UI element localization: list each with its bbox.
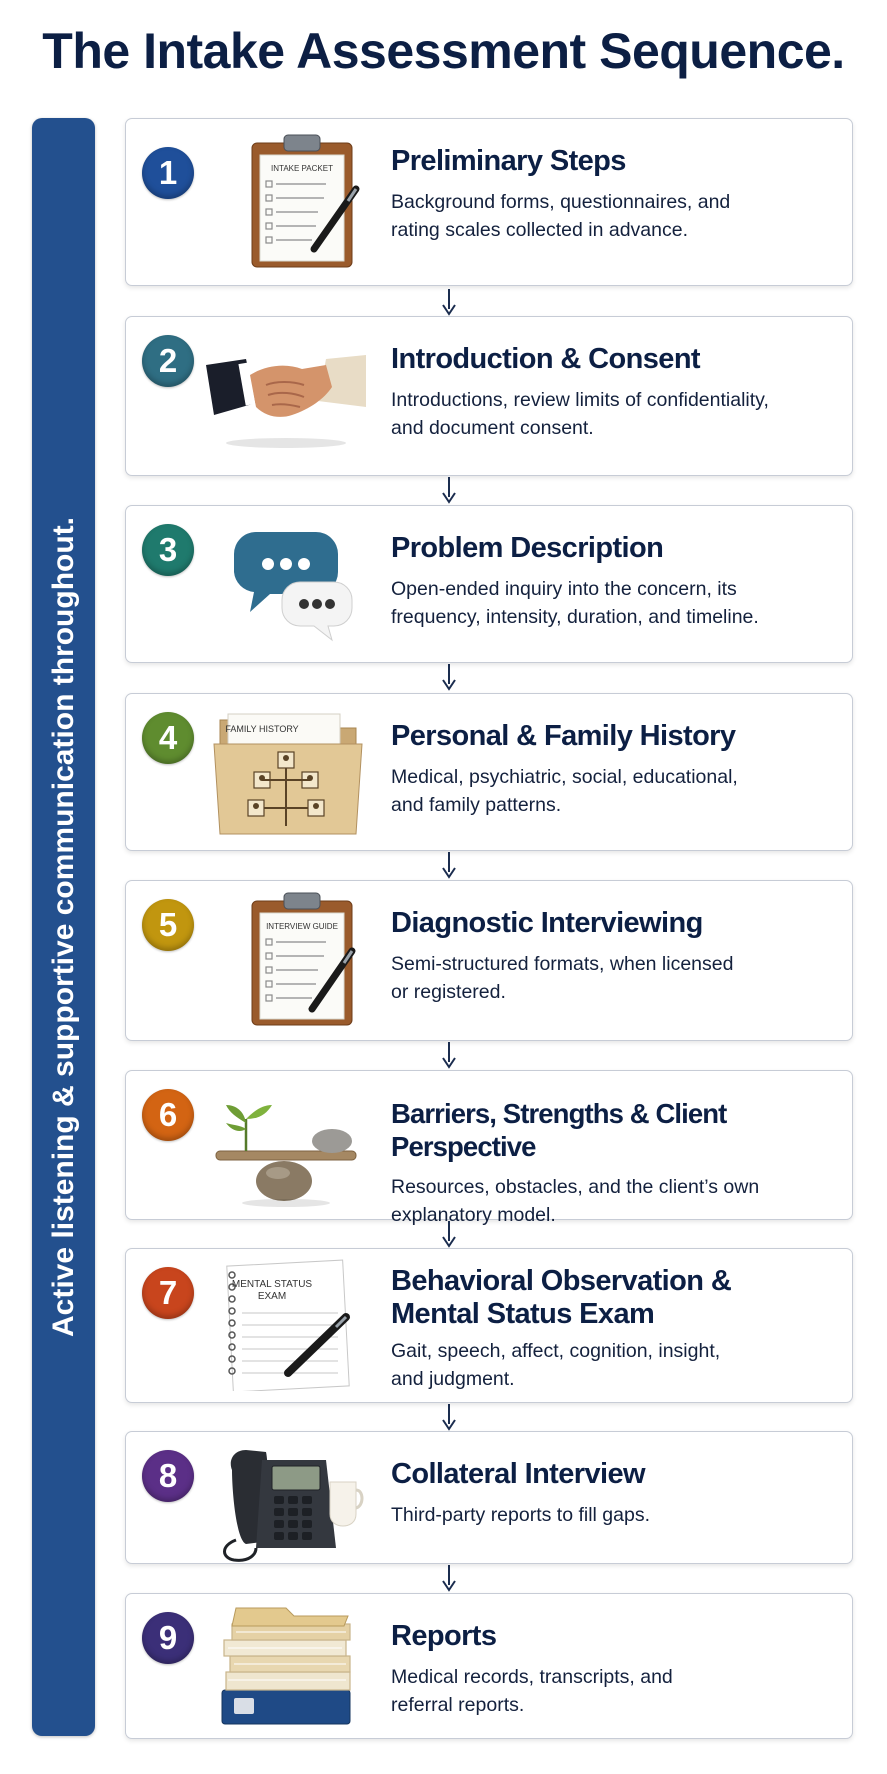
step-number-badge: 4: [142, 712, 194, 764]
flow-arrow: [442, 664, 456, 691]
step-card-5: [125, 880, 853, 1041]
notebook-label: MENTAL STATUS: [231, 1279, 313, 1290]
step-title-line: Behavioral Observation &: [391, 1265, 732, 1297]
flow-arrow: [442, 1042, 456, 1069]
step-text: [391, 1620, 840, 1719]
step-description-line: Third-party reports to fill gaps.: [391, 1504, 651, 1526]
step-description: [391, 763, 840, 819]
step-description-line: Gait, speech, affect, cognition, insight,: [391, 1340, 721, 1362]
flow-arrow: [442, 1404, 456, 1431]
step-description-line: and judgment.: [391, 1368, 515, 1390]
step-text: [391, 720, 840, 819]
desk-phone-icon: [206, 1430, 366, 1570]
step-description-line: frequency, intensity, duration, and timeline.: [391, 606, 759, 628]
clipboard-label: INTAKE PACKET: [271, 164, 333, 173]
side-banner-text: Active listening & supportive communication throughout.: [46, 516, 80, 1338]
flow-arrow: [442, 289, 456, 316]
step-description: [391, 188, 840, 244]
page-title: The Intake Assessment Sequence.: [42, 23, 845, 79]
step-description-line: rating scales collected in advance.: [391, 219, 689, 241]
step-description-line: explanatory model.: [391, 1204, 556, 1226]
flow-arrow: [442, 852, 456, 879]
step-card-7: [125, 1248, 853, 1403]
step-number-badge: 7: [142, 1267, 194, 1319]
folder-label: FAMILY HISTORY: [225, 724, 299, 734]
step-card-6: [125, 1070, 853, 1226]
step-description: [391, 386, 840, 442]
step-description-line: referral reports.: [391, 1694, 525, 1716]
step-title: Reports: [391, 1620, 497, 1652]
step-number-badge: 1: [142, 147, 194, 199]
step-description-line: Medical, psychiatric, social, educational,: [391, 766, 738, 788]
step-description: [391, 1501, 840, 1529]
notebook-label: EXAM: [257, 1291, 287, 1302]
step-description-line: Open-ended inquiry into the concern, its: [391, 578, 737, 600]
clipboard-label: INTERVIEW GUIDE: [266, 922, 338, 931]
step-number-badge: 3: [142, 524, 194, 576]
step-card-1: [125, 118, 853, 286]
step-description-line: or registered.: [391, 981, 506, 1003]
flow-arrow: [442, 1221, 456, 1248]
step-description-line: Introductions, review limits of confidentiality,: [391, 389, 769, 411]
step-title: Diagnostic Interviewing: [391, 907, 703, 939]
step-text: [391, 907, 840, 1006]
step-description-line: Medical records, transcripts, and: [391, 1666, 673, 1688]
handshake-icon: [206, 325, 366, 465]
step-description: [391, 1663, 840, 1719]
step-title: Preliminary Steps: [391, 145, 626, 177]
step-title: [391, 1265, 840, 1331]
step-description: [391, 1337, 840, 1393]
step-description-line: Semi-structured formats, when licensed: [391, 953, 734, 975]
folder-icon: [206, 700, 366, 840]
balance-stones-icon: [206, 1073, 366, 1213]
step-text: [391, 1458, 840, 1529]
stacked-files-icon: [206, 1594, 366, 1734]
step-title: Collateral Interview: [391, 1458, 645, 1490]
step-description-line: and family patterns.: [391, 794, 562, 816]
step-title: Introduction & Consent: [391, 343, 700, 375]
step-text: [391, 1265, 840, 1393]
step-description: [391, 950, 840, 1006]
clipboard-icon: [206, 129, 366, 269]
step-text: [391, 145, 840, 244]
step-description-line: Background forms, questionnaires, and: [391, 191, 731, 213]
step-title-line: Mental Status Exam: [391, 1298, 655, 1330]
step-text: [391, 1097, 840, 1229]
step-card-8: [125, 1431, 853, 1564]
step-number-badge: 8: [142, 1450, 194, 1502]
step-number-badge: 5: [142, 899, 194, 951]
step-description: [391, 575, 840, 631]
step-description: [391, 1173, 840, 1229]
step-title: Personal & Family History: [391, 720, 736, 752]
step-number-badge: 2: [142, 335, 194, 387]
flow-arrow: [442, 1565, 456, 1592]
step-text: [391, 343, 840, 442]
step-number-badge: 6: [142, 1089, 194, 1141]
step-description-line: and document consent.: [391, 417, 594, 439]
flow-arrow: [442, 477, 456, 504]
step-card-9: [125, 1593, 853, 1739]
clipboard-icon: [206, 887, 366, 1027]
chat-bubbles-icon: [206, 512, 366, 652]
side-banner: [32, 118, 95, 1736]
notebook-icon: [206, 1251, 366, 1391]
step-description-line: Resources, obstacles, and the client’s own: [391, 1176, 760, 1198]
step-number-badge: 9: [142, 1612, 194, 1664]
step-text: [391, 532, 840, 631]
step-title: Barriers, Strengths & Client Perspective: [391, 1098, 727, 1162]
step-card-2: [125, 316, 853, 476]
step-title: Problem Description: [391, 532, 664, 564]
step-card-3: [125, 505, 853, 663]
step-card-4: [125, 693, 853, 851]
